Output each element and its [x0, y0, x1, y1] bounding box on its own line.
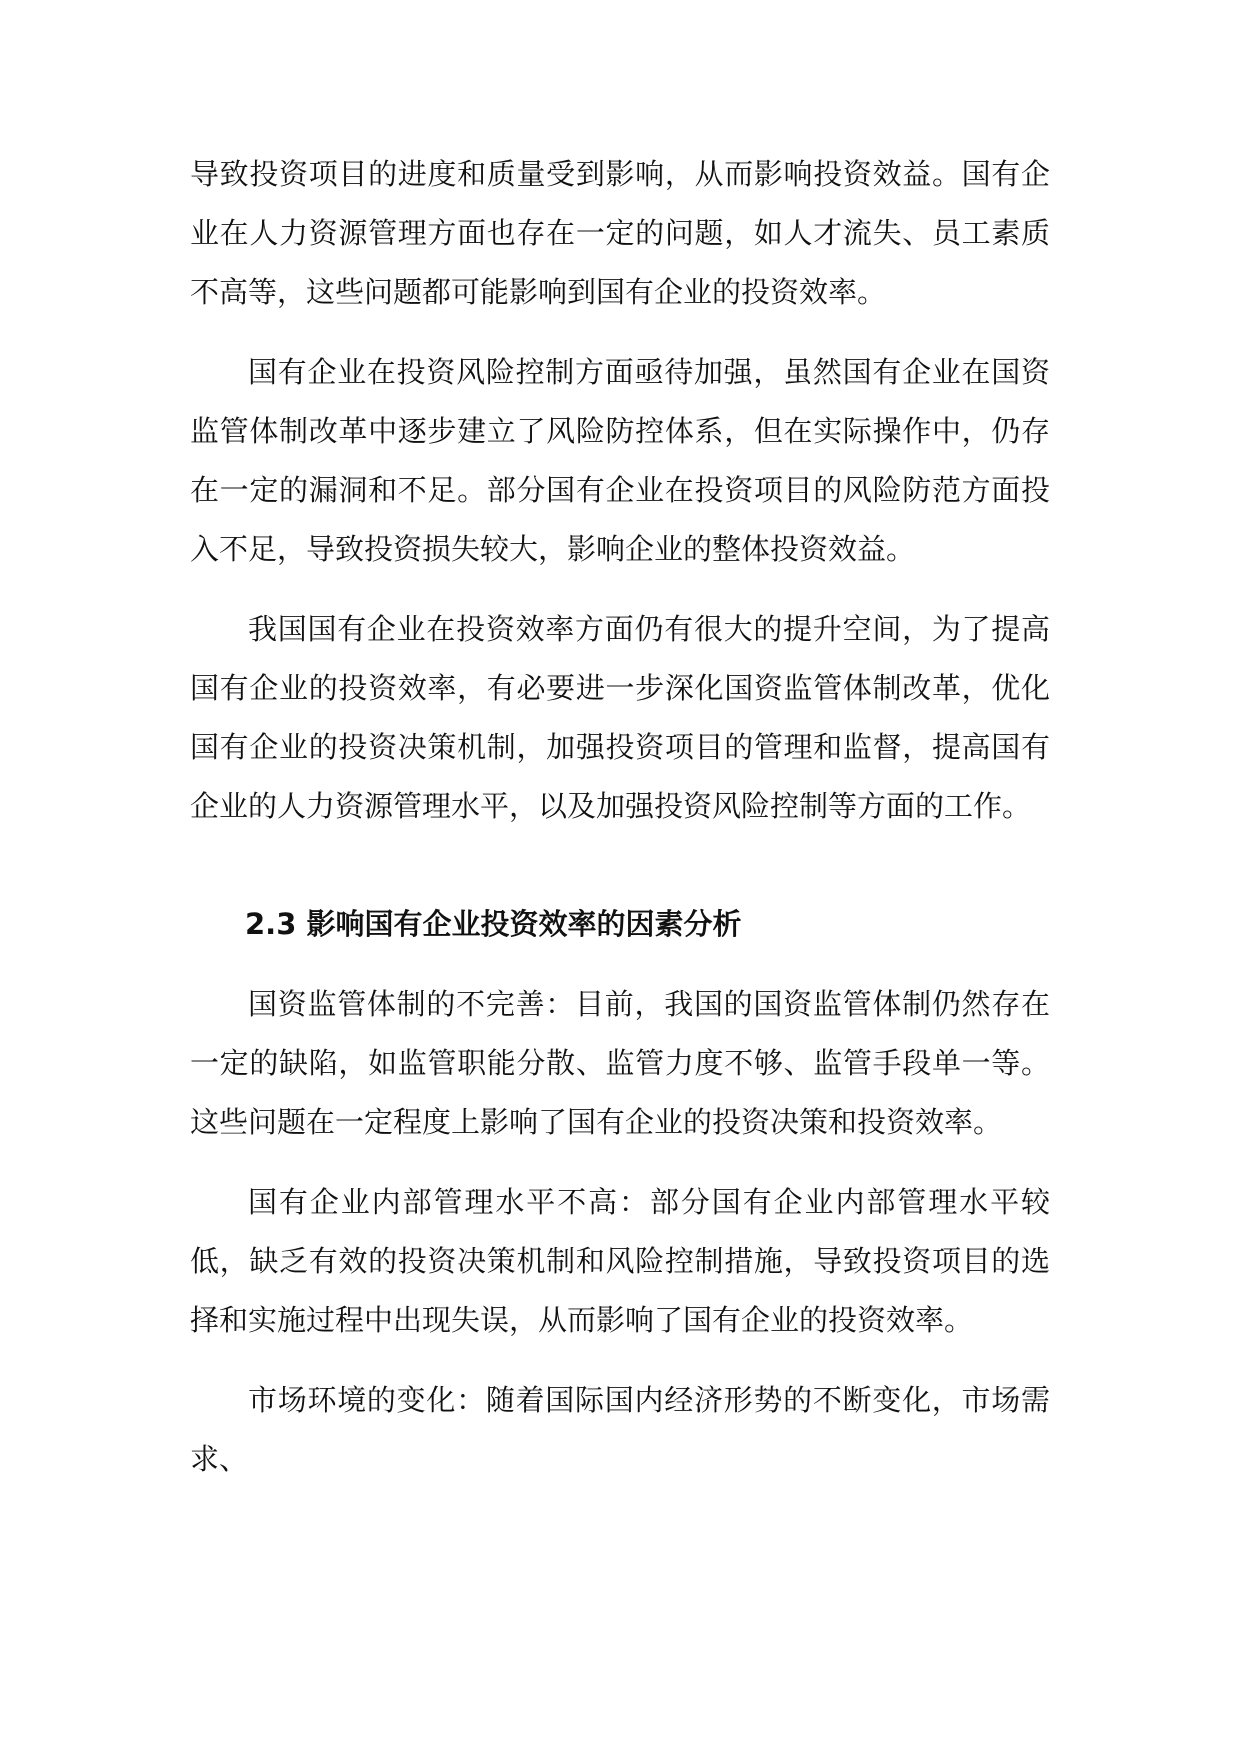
body-paragraph-continued: 导致投资项目的进度和质量受到影响，从而影响投资效益。国有企业在人力资源管理方面也存在一定的问题，如人才流失、员工素质不高等，这些问题都可能影响到国有企业的投资效率。	[190, 157, 1050, 309]
body-paragraph-risk-control: 国有企业在投资风险控制方面亟待加强，虽然国有企业在国资监管体制改革中逐步建立了风险防控体系，但在实际操作中，仍存在一定的漏洞和不足。部分国有企业在投资项目的风险防范方面投入不足，导致投资损失较大，影响企业的整体投资效益。	[190, 355, 1050, 566]
section-paragraph-supervision: 国资监管体制的不完善：目前，我国的国资监管体制仍然存在一定的缺陷，如监管职能分散、监管力度不够、监管手段单一等。这些问题在一定程度上影响了国有企业的投资决策和投资效率。	[190, 987, 1050, 1139]
section-paragraph-internal-management: 国有企业内部管理水平不高：部分国有企业内部管理水平较低，缺乏有效的投资决策机制和风险控制措施，导致投资项目的选择和实施过程中出现失误，从而影响了国有企业的投资效率。	[190, 1185, 1050, 1337]
section-heading: 2.3 影响国有企业投资效率的因素分析	[245, 907, 742, 941]
body-paragraph-improvement: 我国国有企业在投资效率方面仍有很大的提升空间，为了提高国有企业的投资效率，有必要进一步深化国资监管体制改革，优化国有企业的投资决策机制，加强投资项目的管理和监督，提高国有企业的人力资源管理水平，以及加强投资风险控制等方面的工作。	[190, 612, 1050, 823]
section-paragraph-market-environment: 市场环境的变化：随着国际国内经济形势的不断变化，市场需求、	[190, 1383, 1050, 1476]
document-body	[190, 145, 1050, 1510]
